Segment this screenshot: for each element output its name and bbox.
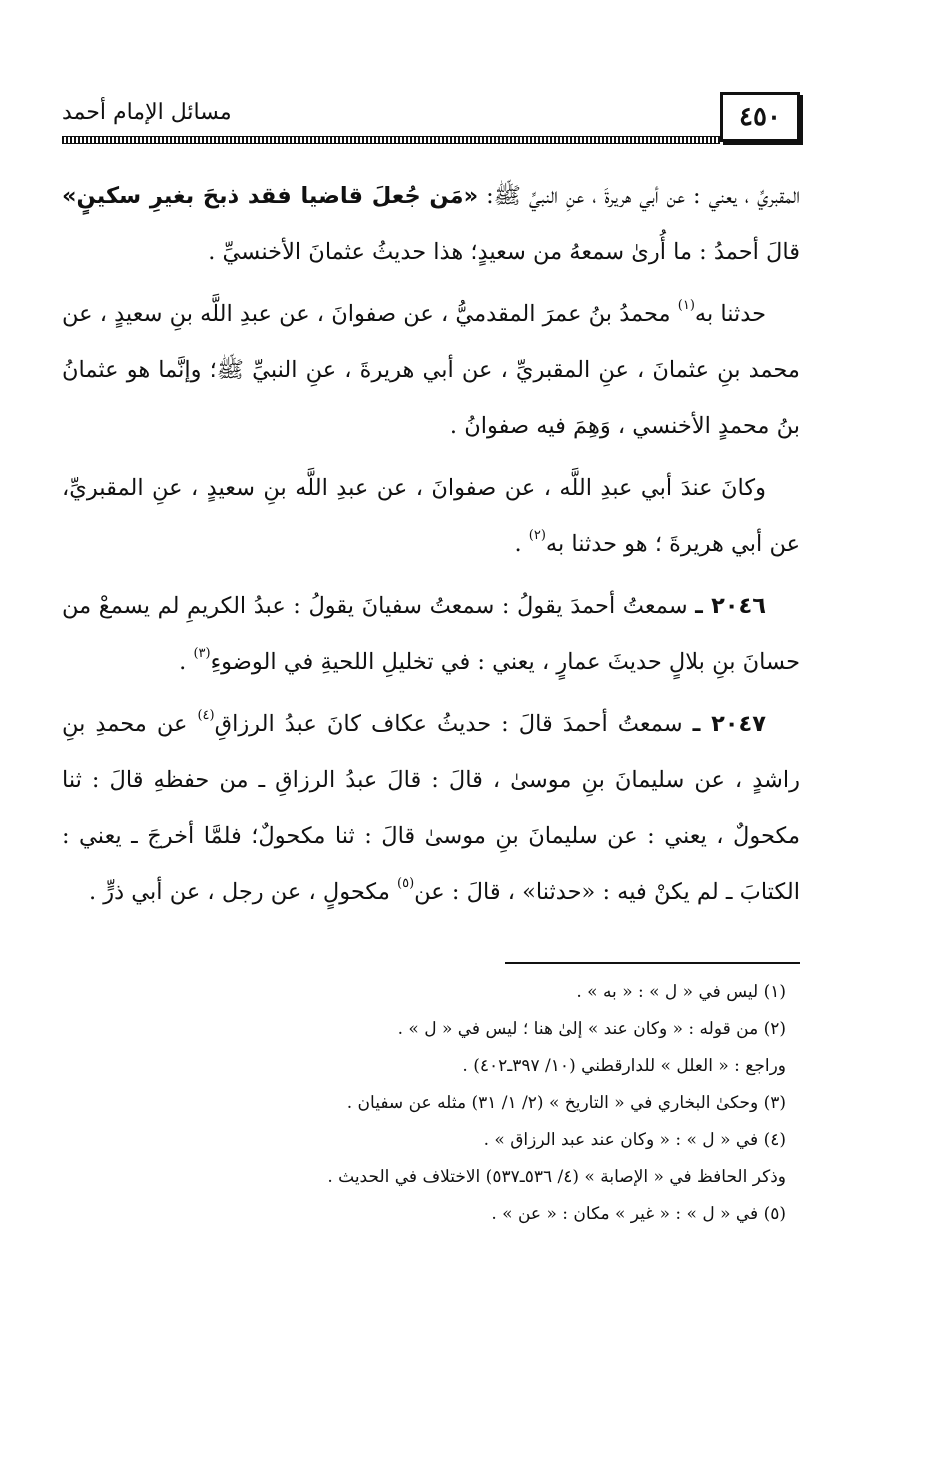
page-header [62, 90, 800, 152]
page-number: ٤٥٠ [720, 92, 800, 142]
text-span: . [179, 649, 194, 675]
footnote-ref: (٤) [197, 708, 215, 723]
text-span: المقبريِّ ، يعني : عن أبي هريرةَ ، عنِ النبيِّ ﷺ: [478, 183, 800, 209]
text-span: سمعتُ أحمدَ يقولُ : سمعتُ سفيانَ يقولُ : عبدُ الكريمِ لم يسمعْ من حسانَ بنِ بلالٍ حديثَ عمارٍ ، يعني : في تخليلِ اللحيةِ في الوضوءِ [62, 593, 800, 675]
text-span: قالَ أحمدُ : ما أُرىٰ سمعهُ من سعيدٍ؛ هذا حديثُ عثمانَ الأخنسيِّ . [208, 239, 800, 265]
footnote-separator [505, 962, 800, 964]
footnote-ref: (٥) [397, 876, 415, 891]
entry-number: ٢٠٤٦ ـ [695, 593, 766, 619]
footnote-line: (١) ليس في « ل » : « به » . [576, 982, 786, 1002]
entry-2047 [62, 696, 800, 920]
footnote-ref: (٣) [193, 646, 211, 661]
text-span: سمعتُ أحمدَ قالَ : حديثُ عكاف كانَ عبدُ الرزاقِ [214, 711, 693, 737]
entry-2046 [62, 578, 800, 690]
text-span: وكانَ عندَ أبي عبدِ اللَّه ، عن صفوانَ ، عن عبدِ اللَّه بنِ سعيدٍ ، عنِ المقبريِّ، عن أبي هريرةَ ؛ هو حدثنا به [62, 475, 800, 557]
hadith-quote: «مَن جُعلَ قاضيا فقد ذبحَ بغيرِ سكينٍ» [62, 183, 479, 209]
footnote-ref: (٢) [528, 528, 546, 543]
header-rule [62, 136, 720, 144]
footnote-line: وذكر الحافظ في « الإصابة » (٤/ ٥٣٦ـ٥٣٧) الاختلاف في الحديث . [327, 1167, 786, 1187]
footnote-line: (٣) وحكىٰ البخاري في « التاريخ » (٢/ ١/ ٣١) مثله عن سفيان . [346, 1093, 786, 1113]
text-span: . [514, 531, 529, 557]
entry-number: ٢٠٤٧ ـ [692, 711, 766, 737]
footnote-line: (٥) في « ل » : « غير » مكان : « عن » . [491, 1204, 786, 1224]
paragraph-2 [62, 286, 800, 454]
text-span: حدثنا به [694, 301, 766, 327]
footnote-line: (٢) من قوله : « وكان عند » إلىٰ هنا ؛ ليس في « ل » . [397, 1019, 786, 1039]
main-text [62, 168, 800, 920]
footnotes [62, 974, 800, 1233]
text-span: مكحولٍ ، عن رجل ، عن أبي ذرٍّ . [88, 879, 398, 905]
footnote-ref: (١) [677, 298, 695, 313]
running-title: مسائل الإمام أحمد [62, 100, 232, 125]
footnote-line: (٤) في « ل » : « وكان عند عبد الرزاق » . [483, 1130, 786, 1150]
footnote-line: وراجع : « العلل » للدارقطني (١٠/ ٣٩٧ـ٤٠٢) . [462, 1056, 786, 1076]
text-span: عن محمدِ بنِ راشدٍ ، عن سليمانَ بنِ موسىٰ ، قالَ : قالَ عبدُ الرزاقِ ـ من حفظهِ قالَ : ثنا مكحولٌ ، يعني : عن سليمانَ بنِ موسىٰ قالَ : ثنا مكحولٌ؛ فلمَّا أخرجَ ـ يعني : الكتابَ ـ لم يكنْ فيه : «حدثنا» ، قالَ : عن [62, 711, 800, 905]
text-span: محمدُ بنُ عمرَ المقدميُّ ، عن صفوانَ ، عن عبدِ اللَّه بنِ سعيدٍ ، عن محمد بنِ عثمانَ ، عنِ المقبريِّ ، عن أبي هريرةَ ، عنِ النبيِّ ﷺ؛ وإنَّما هو عثمانُ بنُ محمدٍ الأخنسي ، وَهِمَ فيه صفوانُ . [62, 301, 800, 439]
paragraph-3 [62, 460, 800, 572]
book-page [62, 90, 800, 1430]
paragraph-1 [62, 168, 800, 280]
